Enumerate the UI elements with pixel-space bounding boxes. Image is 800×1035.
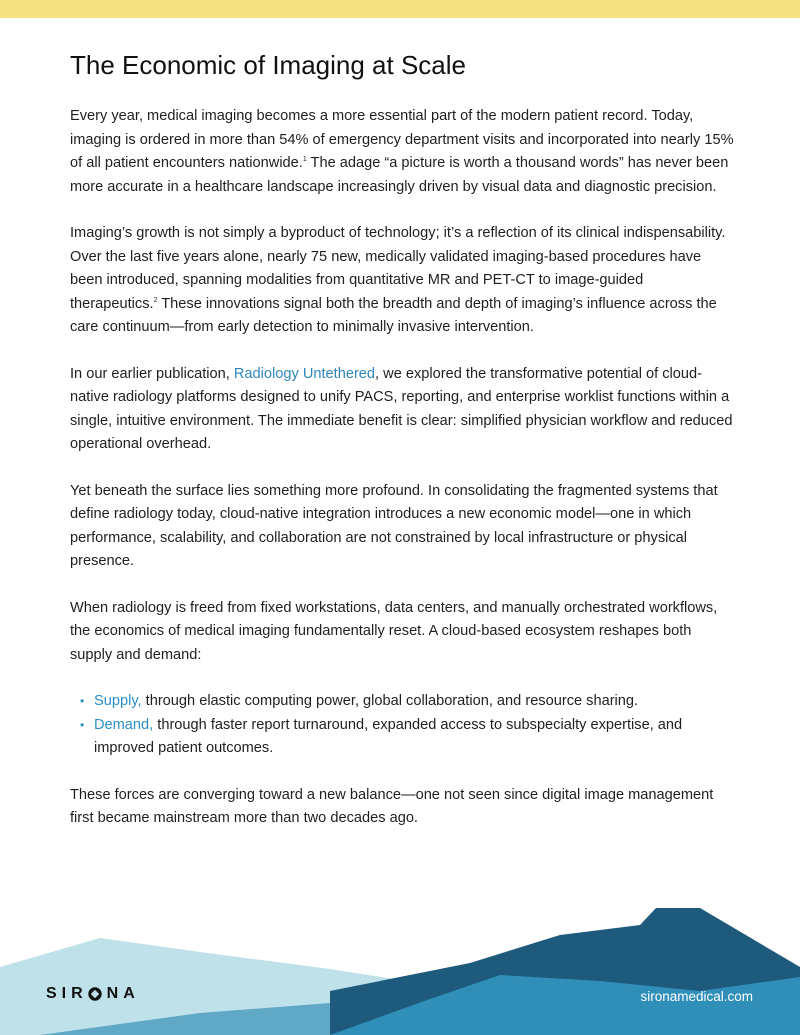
bullet-dot-icon: • [80, 717, 85, 732]
paragraph-4: Yet beneath the surface lies something more profound. In consolidating the fragmented systems that define radiology today, cloud-native integration introduces a new economic model—one in which performance, scalability, and collaboration are not constrained by local infrastructure or physical presence. [70, 482, 718, 569]
footer-wave-graphic [0, 895, 800, 1035]
paragraph-6: These forces are converging toward a new balance—one not seen since digital image management first became mainstream more than two decades ago. [70, 786, 714, 826]
paragraph-1: Every year, medical imaging becomes a more essential part of the modern patient record. Today, imaging is ordered in more than 54% of emergency department visits and incorporated into nearly 15% of all patient encounters nationwide.$^1$ The adage “a picture is worth a thousand words” has never been more accurate in a healthcare landscape increasingly driven by visual data and diagnostic precision. [70, 108, 734, 195]
article-body [70, 48, 734, 854]
paragraph-5: When radiology is freed from fixed workstations, data centers, and manually orchestrated workflows, the economics of medical imaging fundamentally reset. A cloud-based ecosystem reshapes both supply and demand: [70, 599, 718, 663]
footnote-ref-1[interactable]: 1 [302, 156, 307, 164]
list-item [80, 714, 734, 761]
top-accent-bar [0, 0, 800, 18]
radiology-untethered-link[interactable]: Radiology Untethered [233, 365, 376, 382]
website-url[interactable]: sironamedical.com [640, 989, 753, 1004]
page-title: The Economic of Imaging at Scale [70, 50, 466, 80]
sirona-logo: SIR NA [46, 985, 140, 1002]
supply-demand-list [70, 690, 734, 761]
list-item [80, 690, 734, 714]
bullet-dot-icon: • [80, 694, 85, 708]
bullet-term: Supply, [94, 693, 142, 709]
bullet-text: through elastic computing power, global collaboration, and resource sharing. [141, 693, 639, 709]
bullet-text: through faster report turnaround, expanded access to subspecialty expertise, and improved patient outcomes. [94, 716, 683, 756]
footnote-ref-2[interactable]: 2 [153, 296, 158, 304]
paragraph-3: In our earlier publication, Radiology Untethered, we explored the transformative potential of cloud-native radiology platforms designed to unify PACS, reporting, and enterprise worklist functions within a single, intuitive environment. The immediate benefit is clear: simplified physician workflow and reduced operational overhead. [70, 365, 733, 452]
paragraph-2: Imaging’s growth is not simply a byproduct of technology; it’s a reflection of its clinical indispensability. Over the last five years alone, nearly 75 new, medically validated imaging-based procedures have been introduced, spanning modalities from quantitative MR and PET-CT to image-guided therapeutics.$^2$ These innovations signal both the breadth and depth of imaging’s influence across the care continuum—from early detection to minimally invasive intervention. [70, 225, 726, 335]
sirona-o-mark-icon [88, 987, 102, 1001]
bullet-term: Demand, [94, 716, 154, 733]
